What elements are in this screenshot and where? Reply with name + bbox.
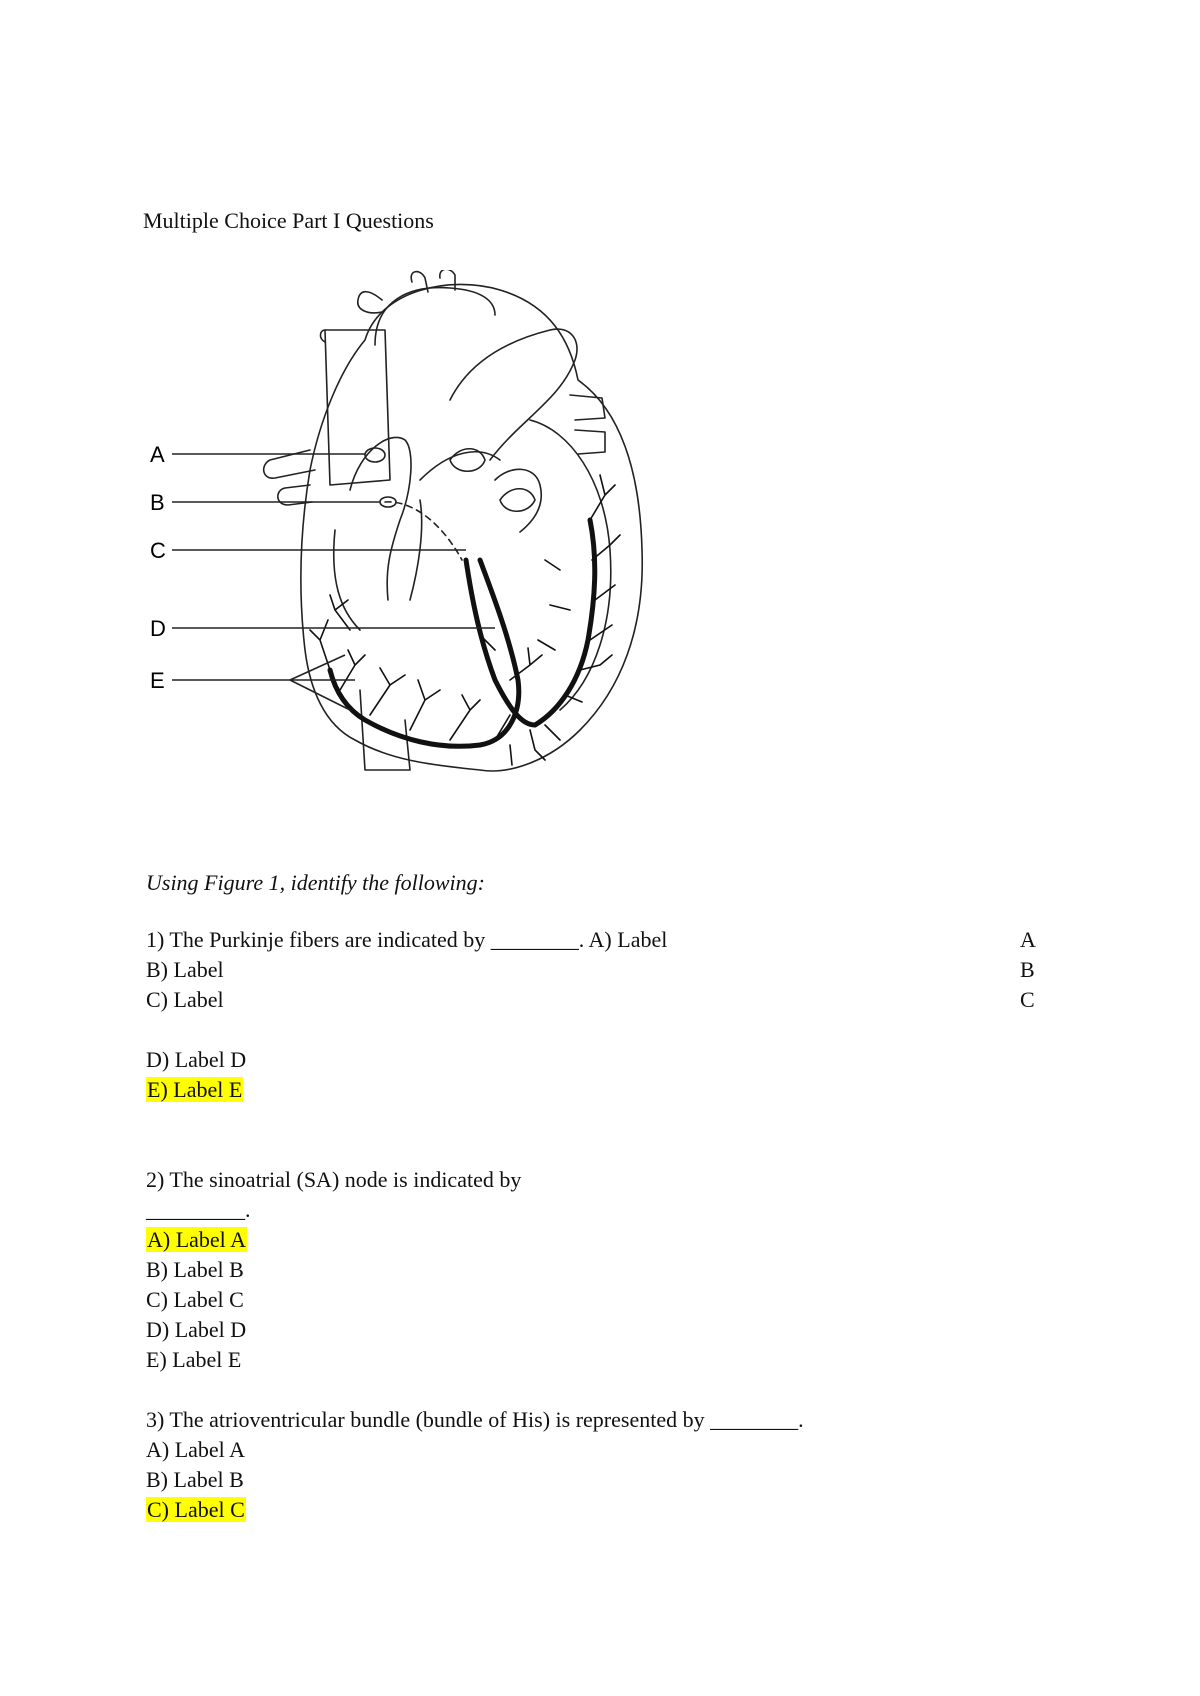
option-answer-highlight: E) Label E xyxy=(147,1077,243,1102)
option-answer-highlight: C) Label C xyxy=(147,1497,245,1522)
side-letter: B xyxy=(1020,957,1035,982)
option: A) Label A xyxy=(146,1437,245,1462)
option: D) Label D xyxy=(146,1317,247,1342)
figure-label-e: E xyxy=(150,668,165,693)
option: B) Label B xyxy=(146,1467,244,1492)
option: B) Label B xyxy=(146,1257,244,1282)
option: E) Label E xyxy=(146,1347,242,1372)
side-letter: A xyxy=(1020,927,1036,952)
figure-label-a: A xyxy=(150,442,165,467)
option: B) Label xyxy=(146,957,224,982)
answer-blank: _________. xyxy=(146,1197,251,1222)
option: D) Label D xyxy=(146,1047,247,1072)
question-3: 3) The atrioventricular bundle (bundle of His) is represented by ________. xyxy=(146,1407,804,1432)
question-2: 2) The sinoatrial (SA) node is indicated by xyxy=(146,1167,522,1192)
figure-label-d: D xyxy=(150,616,166,641)
side-letter: C xyxy=(1020,987,1035,1012)
option: C) Label xyxy=(146,987,224,1012)
instruction: Using Figure 1, identify the following: xyxy=(146,870,485,895)
figure-label-c: C xyxy=(150,538,166,563)
option-answer-highlight: A) Label A xyxy=(147,1227,246,1252)
figure-label-b: B xyxy=(150,490,165,515)
page-title: Multiple Choice Part I Questions xyxy=(143,208,434,233)
heart-figure xyxy=(150,270,710,830)
question-1: 1) The Purkinje fibers are indicated by ________. A) Label xyxy=(146,927,668,952)
option: C) Label C xyxy=(146,1287,244,1312)
